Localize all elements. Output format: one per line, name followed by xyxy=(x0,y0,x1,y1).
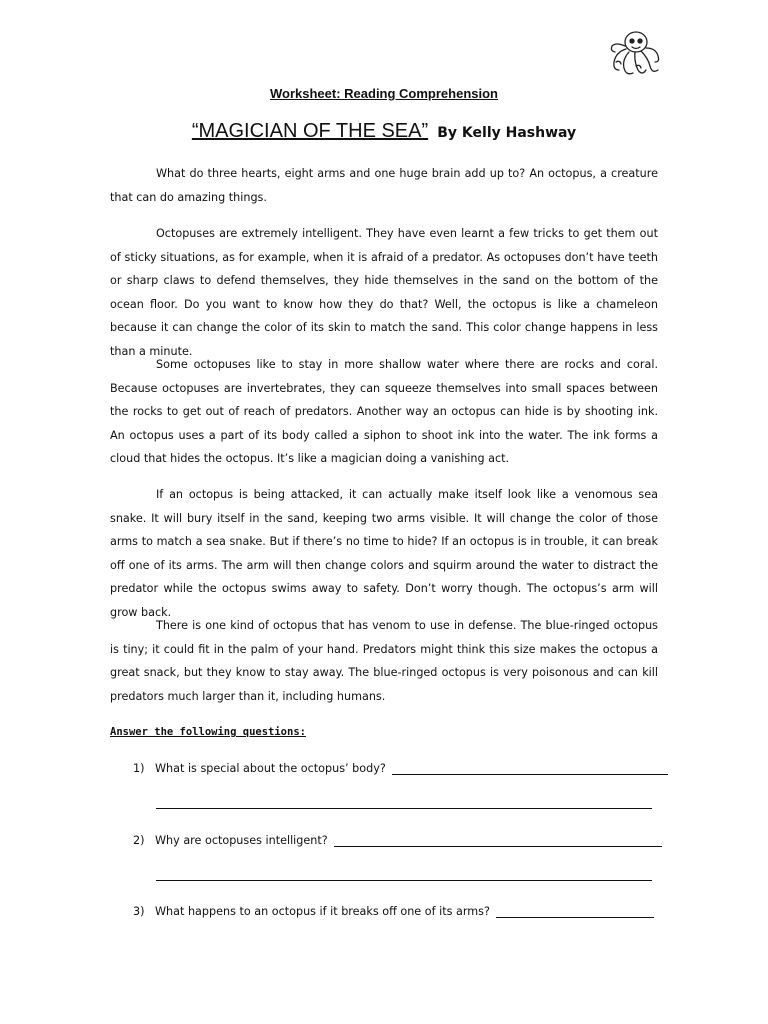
paragraph-1 xyxy=(110,162,658,209)
question-number: 3) xyxy=(133,905,145,918)
paragraph-text: What do three hearts, eight arms and one huge brain add up to? An octopus, a creature that can do amazing things. xyxy=(110,167,658,204)
question-text: Why are octopuses intelligent? xyxy=(155,834,328,847)
question-number: 2) xyxy=(133,834,145,847)
answer-line[interactable] xyxy=(156,808,652,809)
answer-blank[interactable] xyxy=(496,905,654,918)
question-text: What happens to an octopus if it breaks off one of its arms? xyxy=(155,905,490,918)
paragraph-5 xyxy=(110,614,658,708)
paragraph-text: Octopuses are extremely intelligent. They have even learnt a few tricks to get them out of sticky situations, as for example, when it is afraid of a predator. As octopuses don’t have teeth or sharp claws to defend themselves, they hide themselves in the sand on the bottom of the ocean floor. Do you want to know how they do that? Well, the octopus is like a chameleon because it can change the color of its skin to match the sand. This color change happens in less than a minute. xyxy=(110,227,658,358)
paragraph-text: If an octopus is being attacked, it can actually make itself look like a venomous sea snake. It will bury itself in the sand, keeping two arms visible. It will change the color of those arms to match a sea snake. But if there’s no time to hide? If an octopus is in trouble, it can break off one of its arms. The arm will then change colors and squirm around the water to distract the predator while the octopus swims away to safety. Don’t worry though. The octopus’s arm will grow back. xyxy=(110,488,658,619)
questions-heading: Answer the following questions: xyxy=(110,726,306,738)
question-3 xyxy=(133,905,654,918)
story-title xyxy=(0,120,768,143)
paragraph-4 xyxy=(110,483,658,625)
paragraph-text: Some octopuses like to stay in more shallow water where there are rocks and coral. Because octopuses are invertebrates, they can squeeze themselves into small spaces between the rocks to get out of reach of predators. Another way an octopus can hide is by shooting ink. An octopus uses a part of its body called a siphon to shoot ink into the water. The ink forms a cloud that hides the octopus. It’s like a magician doing a vanishing act. xyxy=(110,358,658,466)
question-1 xyxy=(133,762,668,775)
worksheet-title: Worksheet: Reading Comprehension xyxy=(269,86,498,101)
question-text: What is special about the octopus’ body? xyxy=(155,762,386,775)
octopus-icon xyxy=(606,26,662,82)
answer-line[interactable] xyxy=(156,880,652,881)
paragraph-text: There is one kind of octopus that has venom to use in defense. The blue-ringed octopus is tiny; it could fit in the palm of your hand. Predators might think this size makes the octopus a great snack, but they know to stay away. The blue-ringed octopus is very poisonous and can kill predators much larger than it, including humans. xyxy=(110,619,658,703)
answer-blank[interactable] xyxy=(334,834,662,847)
question-2 xyxy=(133,834,662,847)
story-author: By Kelly Hashway xyxy=(437,125,577,141)
story-title-text: “MAGICIAN OF THE SEA” xyxy=(191,120,429,142)
paragraph-3 xyxy=(110,353,658,471)
answer-blank[interactable] xyxy=(392,762,668,775)
question-number: 1) xyxy=(133,762,145,775)
paragraph-2 xyxy=(110,222,658,364)
